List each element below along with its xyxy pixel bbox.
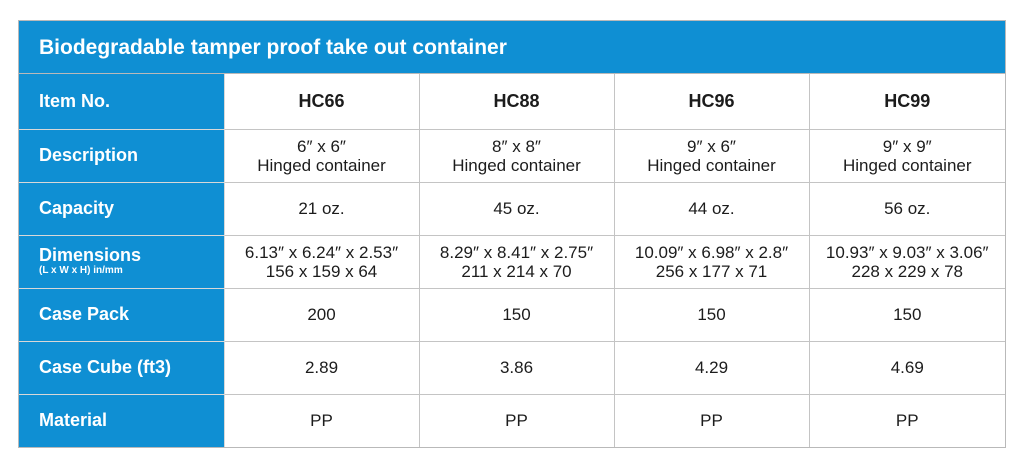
dimensions-mm: 256 x 177 x 71 xyxy=(655,261,768,281)
dimensions-mm: 211 x 214 x 70 xyxy=(461,261,572,281)
table-title: Biodegradable tamper proof take out container xyxy=(19,21,1005,74)
row-item-no xyxy=(19,74,1005,129)
description-cell xyxy=(809,129,1005,182)
capacity-cell: 56 oz. xyxy=(809,182,1005,235)
case-pack-cell: 200 xyxy=(224,288,419,341)
description-cell xyxy=(419,129,614,182)
dimensions-cell xyxy=(809,235,1005,288)
dimensions-inches: 8.29″ x 8.41″ x 2.75″ xyxy=(439,242,594,262)
row-case-cube xyxy=(19,341,1005,394)
dimensions-sublabel: (L x W x H) in/mm xyxy=(39,265,123,276)
description-type: Hinged container xyxy=(257,155,386,175)
description-cell xyxy=(614,129,809,182)
material-cell: PP xyxy=(224,394,419,447)
row-capacity xyxy=(19,182,1005,235)
material-cell: PP xyxy=(419,394,614,447)
description-type: Hinged container xyxy=(452,155,581,175)
dimensions-inches: 10.09″ x 6.98″ x 2.8″ xyxy=(634,242,789,262)
label-case-pack: Case Pack xyxy=(19,288,224,341)
case-cube-cell: 2.89 xyxy=(224,341,419,394)
dimensions-mm: 156 x 159 x 64 xyxy=(265,261,378,281)
label-material: Material xyxy=(19,394,224,447)
dimensions-label: Dimensions xyxy=(39,245,142,265)
case-cube-cell: 4.69 xyxy=(809,341,1005,394)
label-capacity: Capacity xyxy=(19,182,224,235)
case-pack-cell: 150 xyxy=(809,288,1005,341)
capacity-cell: 44 oz. xyxy=(614,182,809,235)
dimensions-inches: 10.93″ x 9.03″ x 3.06″ xyxy=(825,242,989,262)
row-material xyxy=(19,394,1005,447)
row-dimensions xyxy=(19,235,1005,288)
dimensions-cell xyxy=(419,235,614,288)
capacity-cell: 21 oz. xyxy=(224,182,419,235)
item-no-cell: HC99 xyxy=(809,74,1005,129)
dimensions-cell xyxy=(614,235,809,288)
case-cube-cell: 4.29 xyxy=(614,341,809,394)
description-size: 9″ x 9″ xyxy=(882,136,932,156)
dimensions-mm: 228 x 229 x 78 xyxy=(851,261,964,281)
case-cube-cell: 3.86 xyxy=(419,341,614,394)
spec-grid xyxy=(19,74,1005,447)
dimensions-inches: 6.13″ x 6.24″ x 2.53″ xyxy=(244,242,399,262)
label-case-cube: Case Cube (ft3) xyxy=(19,341,224,394)
material-cell: PP xyxy=(614,394,809,447)
material-cell: PP xyxy=(809,394,1005,447)
capacity-cell: 45 oz. xyxy=(419,182,614,235)
item-no-cell: HC66 xyxy=(224,74,419,129)
label-item-no: Item No. xyxy=(19,74,224,129)
description-size: 9″ x 6″ xyxy=(687,136,736,156)
row-case-pack xyxy=(19,288,1005,341)
description-size: 8″ x 8″ xyxy=(492,136,541,156)
item-no-cell: HC96 xyxy=(614,74,809,129)
label-description: Description xyxy=(19,129,224,182)
label-dimensions xyxy=(19,235,224,288)
description-cell xyxy=(224,129,419,182)
description-type: Hinged container xyxy=(842,155,972,175)
case-pack-cell: 150 xyxy=(419,288,614,341)
description-type: Hinged container xyxy=(647,155,776,175)
case-pack-cell: 150 xyxy=(614,288,809,341)
description-size: 6″ x 6″ xyxy=(297,136,346,156)
item-no-cell: HC88 xyxy=(419,74,614,129)
dimensions-cell xyxy=(224,235,419,288)
product-spec-table xyxy=(18,20,1006,448)
row-description xyxy=(19,129,1005,182)
